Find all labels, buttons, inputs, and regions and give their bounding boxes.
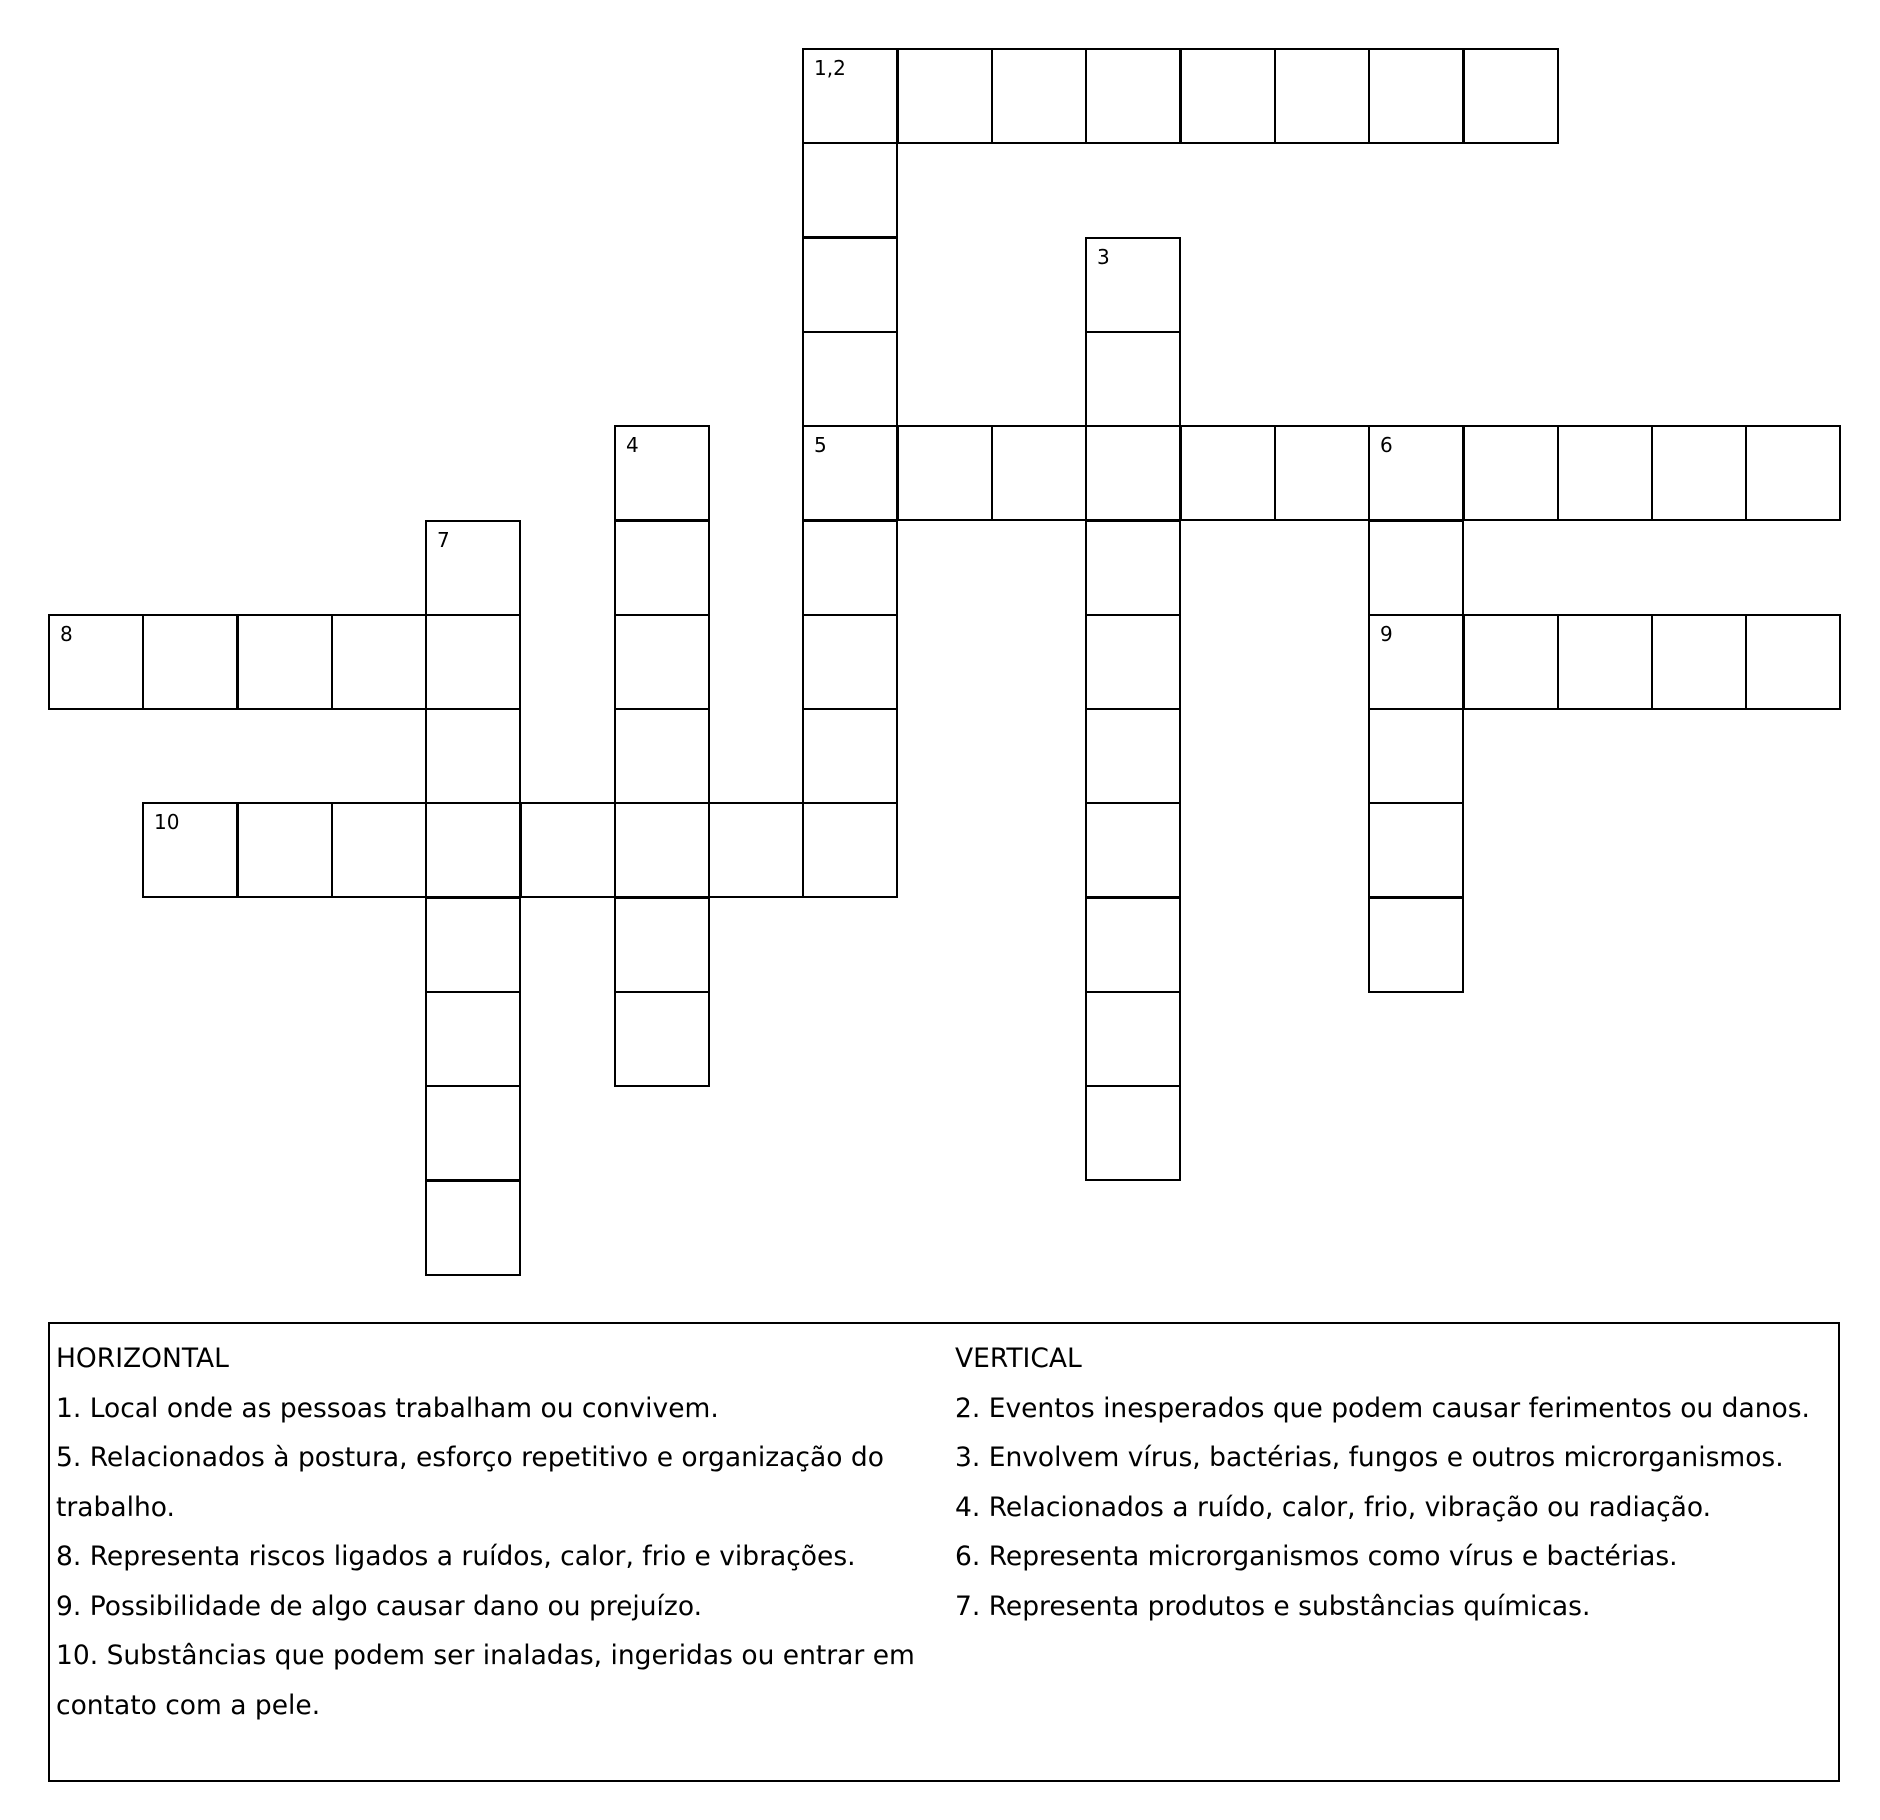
clue-horizontal-5: 5. Relacionados à postura, esforço repetitivo e organização do trabalho. [56, 1442, 884, 1523]
crossword-cell[interactable] [1463, 614, 1559, 710]
crossword-cell[interactable] [331, 802, 427, 898]
crossword-cell[interactable] [142, 614, 238, 710]
crossword-cell[interactable] [1368, 614, 1464, 710]
crossword-cell[interactable] [142, 802, 238, 898]
crossword-cell[interactable] [614, 425, 710, 521]
crossword-cell[interactable] [1651, 425, 1747, 521]
crossword-cell[interactable] [1180, 425, 1276, 521]
clue-vertical-2: 2. Eventos inesperados que podem causar ferimentos ou danos. [955, 1392, 1810, 1424]
cell-number: 8 [60, 622, 73, 646]
horizontal-heading: HORIZONTAL [56, 1343, 229, 1374]
crossword-cell[interactable] [802, 48, 898, 144]
crossword-cell[interactable] [1274, 425, 1370, 521]
clue-horizontal-10: 10. Substâncias que podem ser inaladas, ingeridas ou entrar em contato com a pele. [56, 1640, 915, 1721]
crossword-cell[interactable] [237, 614, 333, 710]
crossword-cell[interactable] [614, 708, 710, 804]
horizontal-clues [56, 1334, 946, 1730]
crossword-cell[interactable] [425, 1180, 521, 1276]
clue-horizontal-9: 9. Possibilidade de algo causar dano ou prejuízo. [56, 1590, 702, 1622]
crossword-cell[interactable] [1368, 897, 1464, 993]
crossword-cell[interactable] [897, 48, 993, 144]
crossword-cell[interactable] [425, 802, 521, 898]
crossword-cell[interactable] [614, 520, 710, 616]
crossword-cell[interactable] [1085, 991, 1181, 1087]
crossword-cell[interactable] [425, 520, 521, 616]
crossword-cell[interactable] [1085, 48, 1181, 144]
crossword-cell[interactable] [802, 237, 898, 333]
crossword-cell[interactable] [1085, 520, 1181, 616]
crossword-cell[interactable] [802, 520, 898, 616]
cell-number: 6 [1380, 433, 1393, 457]
crossword-cell[interactable] [802, 425, 898, 521]
crossword-cell[interactable] [991, 425, 1087, 521]
crossword-cell[interactable] [1745, 614, 1841, 710]
vertical-clues [955, 1334, 1835, 1631]
crossword-cell[interactable] [802, 614, 898, 710]
crossword-cell[interactable] [1368, 520, 1464, 616]
cell-number: 9 [1380, 622, 1393, 646]
crossword-cell[interactable] [1085, 897, 1181, 993]
crossword-cell[interactable] [991, 48, 1087, 144]
crossword-cell[interactable] [331, 614, 427, 710]
crossword-cell[interactable] [425, 991, 521, 1087]
crossword-cell[interactable] [1651, 614, 1747, 710]
crossword-cell[interactable] [1368, 708, 1464, 804]
crossword-cell[interactable] [520, 802, 616, 898]
crossword-cell[interactable] [1745, 425, 1841, 521]
crossword-cell[interactable] [1557, 614, 1653, 710]
crossword-cell[interactable] [425, 708, 521, 804]
crossword-cell[interactable] [1085, 1085, 1181, 1181]
cell-number: 7 [437, 528, 450, 552]
crossword-cell[interactable] [1368, 425, 1464, 521]
cell-number: 4 [626, 433, 639, 457]
crossword-cell[interactable] [1085, 331, 1181, 427]
crossword-cell[interactable] [425, 897, 521, 993]
clue-horizontal-8: 8. Representa riscos ligados a ruídos, calor, frio e vibrações. [56, 1541, 856, 1572]
cell-number: 10 [154, 810, 180, 834]
crossword-cell[interactable] [425, 1085, 521, 1181]
crossword-cell[interactable] [1274, 48, 1370, 144]
crossword-cell[interactable] [1463, 425, 1559, 521]
crossword-cell[interactable] [1368, 802, 1464, 898]
crossword-cell[interactable] [237, 802, 333, 898]
crossword-cell[interactable] [614, 802, 710, 898]
crossword-cell[interactable] [1180, 48, 1276, 144]
crossword-cell[interactable] [614, 991, 710, 1087]
crossword-cell[interactable] [708, 802, 804, 898]
crossword-cell[interactable] [1085, 802, 1181, 898]
cell-number: 5 [814, 433, 827, 457]
crossword-cell[interactable] [1368, 48, 1464, 144]
crossword-cell[interactable] [1085, 614, 1181, 710]
crossword-cell[interactable] [1463, 48, 1559, 144]
clue-vertical-4: 4. Relacionados a ruído, calor, frio, vibração ou radiação. [955, 1491, 1712, 1523]
clue-vertical-7: 7. Representa produtos e substâncias químicas. [955, 1590, 1591, 1622]
crossword-cell[interactable] [802, 708, 898, 804]
crossword-cell[interactable] [1085, 237, 1181, 333]
crossword-cell[interactable] [802, 142, 898, 238]
clue-horizontal-1: 1. Local onde as pessoas trabalham ou convivem. [56, 1392, 719, 1424]
crossword-cell[interactable] [614, 614, 710, 710]
crossword-cell[interactable] [802, 331, 898, 427]
clue-vertical-3: 3. Envolvem vírus, bactérias, fungos e outros microrganismos. [955, 1442, 1784, 1473]
crossword-cell[interactable] [1085, 425, 1181, 521]
cell-number: 1,2 [814, 56, 846, 80]
crossword-cell[interactable] [897, 425, 993, 521]
crossword-cell[interactable] [1557, 425, 1653, 521]
clue-vertical-6: 6. Representa microrganismos como vírus e bactérias. [955, 1541, 1678, 1572]
crossword-cell[interactable] [48, 614, 144, 710]
crossword-cell[interactable] [1085, 708, 1181, 804]
cell-number: 3 [1097, 245, 1110, 269]
crossword-cell[interactable] [802, 802, 898, 898]
vertical-heading: VERTICAL [955, 1343, 1082, 1374]
crossword-cell[interactable] [425, 614, 521, 710]
crossword-cell[interactable] [614, 897, 710, 993]
clue-box [48, 1322, 1840, 1782]
